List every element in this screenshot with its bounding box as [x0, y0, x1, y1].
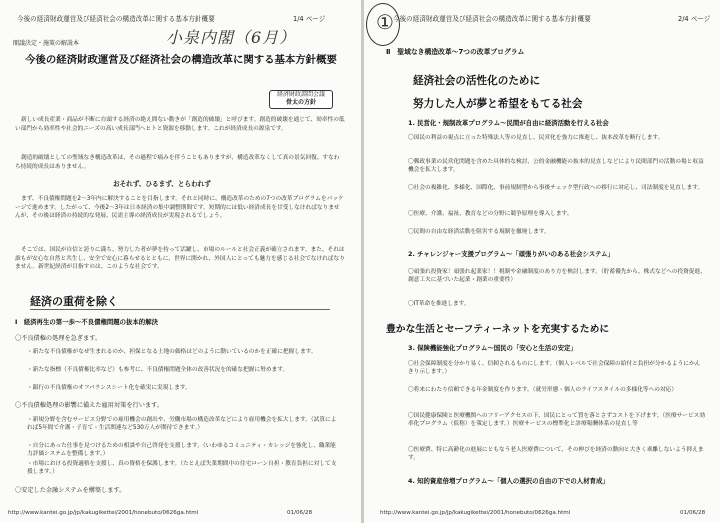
subsection-title: Ⅰ 経済再生の第一歩～不良債権問題の抜本的解決	[15, 318, 158, 326]
title-vitalization: 経済社会の活性化のために	[413, 75, 541, 87]
program-3-item-1: 〇社会保障制度を分かり易く、信頼されるものにします。（個人レベルで社会保障の給付と負担が分かるようにかんきり示します。）	[408, 361, 701, 376]
main-title: 今後の経済財政運営及び経済社会の構造改革に関する基本方針概要	[25, 54, 337, 66]
program-2-item-2: 〇IT革命を推進します。	[408, 301, 470, 307]
left-header-title: 今後の経済財政運営及び経済社会の構造改革に関する基本方針概要	[17, 15, 215, 23]
program-4: 4. 知的資産倍増プログラム～「個人の選択の自由の下での人材育成」	[408, 477, 609, 485]
right-footer-date: 01/06/28	[680, 510, 706, 516]
program-1-item-3: 〇社会の複雑化、多様化、国際化、事前規制型から事後チェック型行政への移行に対応し、司法制度を見直します。	[408, 185, 704, 191]
slogan: おそれず、ひるまず、とらわれず	[113, 180, 211, 188]
bullet-title-2: 〇不良債権処理の影響に備えた雇用対策を行います。	[15, 402, 164, 409]
bullet-1-1: ・新たな不良債権がなぜ生まれるのか、担保となる土地の価格はどのように動いているのかを正確に把握します。	[27, 349, 317, 355]
left-footer-date: 01/06/28	[287, 510, 313, 516]
program-3-item-2: 〇将来にわたり信頼できる年金制度を作ります。（就労形態・個人のライフスタイルの多様化等への対応）	[408, 387, 678, 393]
intro-paragraph-1: 新しい成長産業・商品が不断に台頭する経済の絶え間ない動きが「創造的破壊」と呼びます。創造的破壊を通じて、効率性の低い部門から効率性や社会的ニーズの高い成長部門へヒトと資源を移動します。これが経済成長の源泉です。	[15, 117, 345, 132]
program-1: 1. 民営化・規制改革プログラム～民間が自由に経済活動を行える社会	[408, 119, 609, 127]
program-3: 3. 保険機能強化プログラム～国民の「安心と生活の安定」	[408, 344, 577, 352]
intro-paragraph-2: 創造的破壊としての聖域なき構造改革は、その過程で痛みを伴うこともありますが、構造改革なくして真の景気回復、すなわち持続的成長はありません。	[15, 155, 340, 170]
program-3-item-4: 〇医療費、特に高齢化の進展にともなう老人医療費について、その伸びを経済の動向と大きく乖離しないよう抑えます。	[408, 447, 704, 462]
bullet-2-2: ・自分にあった仕事を見つけるための相談や自己啓発を支援します。（いわゆるコミュニティ・カレッジを強化し、職業能力評価システムを整備します。）	[27, 443, 336, 458]
bullet-title-3: 〇安定した金融システムを構築します。	[15, 487, 126, 494]
intro-paragraph-4: そこでは、国民が自信と誇りに満ち、努力した者が夢を持って活躍し、市場のルールと社会正義が確立されます。また、それは誰もが安心な自然と共生し、安全で安心に暮らせるとともに、世界に開かれ、外国人にとっても魅力を感じる社会でなければなりません。新世紀経済が目指すのは、このような社会です。	[15, 247, 345, 271]
title-hope-society: 努力した人が夢と希望をもてる社会	[413, 98, 583, 110]
program-3-item-3: 〇国民健康保険と医療機関へのフリーアクセスの下、国民にとって質を落とさずコストを下げます。（医療サービス効率化プログラム（仮称）を策定します。）医療サービスの標準化と診療報酬体系の見直し等	[408, 413, 706, 428]
program-1-item-2: 〇郵政事業の民営化問題を含めた具体的な検討、公的金融機能の抜本的見直しなどにより民間部門の活動の場と収益機会を拡大します。	[408, 159, 704, 174]
title-safety-net: 豊かな生活とセーフティーネットを充実するために	[386, 324, 610, 335]
program-1-item-4: 〇医療、介護、福祉、教育などの分野に競争原理を導入します。	[408, 211, 573, 217]
section-underline	[30, 309, 330, 310]
section-title: 経済の重荷を除く	[30, 295, 118, 308]
bullet-2-3: ・市場における投資適格を支援し、真の資格を保護します。（たとえば失業期間中の住宅ローン自担・教育負担に対して支援します。）	[27, 461, 337, 476]
right-page-number: 2/4 ページ	[678, 15, 711, 23]
bullet-title-1: 〇不良債権の処理を急ぎます。	[15, 335, 102, 342]
left-footer-url: http://www.kantei.go.jp/jp/kakugikettei/2001/honebuto/0626ga.html	[8, 510, 199, 516]
bullet-1-3: ・銀行の不良債権のオフバランスシート化を確実に実現します。	[27, 385, 191, 391]
right-page	[364, 0, 720, 523]
program-2-item-1: 〇頑張れ投資家！頑張れ起業家！！税制や金融制度のあり方を検討します。（貯蓄優先から、株式などへの投資促進、創意工夫に基づいた起業・創業の重要性）	[408, 269, 706, 284]
stamp-line-2: 骨太の方針	[285, 99, 316, 106]
handwritten-circle-number: ①	[376, 10, 394, 34]
program-1-item-1: 〇国民の利益の視点に立った特殊法人等の見直し、民営化を強力に推進し、抜本改革を断行します。	[408, 135, 664, 141]
advisory-stamp	[269, 90, 333, 109]
program-2: 2. チャレンジャー支援プログラム～「頑張りがいのある社会システム」	[408, 250, 614, 258]
stamp-line-1: 経済財政諮問会議	[276, 91, 325, 98]
intro-paragraph-3: まず、不良債権問題を2～3年内に解決することを目指します。それと同時に、構造改革のための7つの改革プログラムをパッケージで進めます。したがって、今後2～3年は日本経済の集中調整期間です。短期的には低い経済成長を甘受しなければなりませんが、その後は経済の持続的な発展、民需主導の経済成長が実現されるでしょう。	[15, 196, 344, 220]
right-header-title: 今後の経済財政運営及び経済社会の構造改革に関する基本方針概要	[393, 15, 591, 23]
right-footer-url: http://www.kantei.go.jp/jp/kakugikettei/2001/honebuto/0626ga.html	[380, 510, 571, 516]
category-label: 閣議決定・施策の解説本	[13, 40, 80, 47]
handwritten-note: 小泉内閣（6月）	[166, 28, 297, 47]
program-1-item-5: 〇民間の自由な経済活動を阻害する規制を撤廃します。	[408, 229, 550, 235]
bullet-2-1: ・新規分野を含むサービス分野での雇用機会の創出や、労働市場の構造改革などにより雇用機会を拡大します。（試算によれば5年間で介護・子育て・生活関連など530万人が期待できます。）	[27, 417, 337, 432]
reform-section-heading: Ⅱ 聖域なき構造改革～7つの改革プログラム	[386, 48, 525, 56]
left-page-number: 1/4 ページ	[293, 15, 326, 23]
bullet-1-2: ・新たな指標（不良債権比率など）も参考に、不良債権問題全体の改善状況を的確な把握に努めます。	[27, 367, 289, 373]
